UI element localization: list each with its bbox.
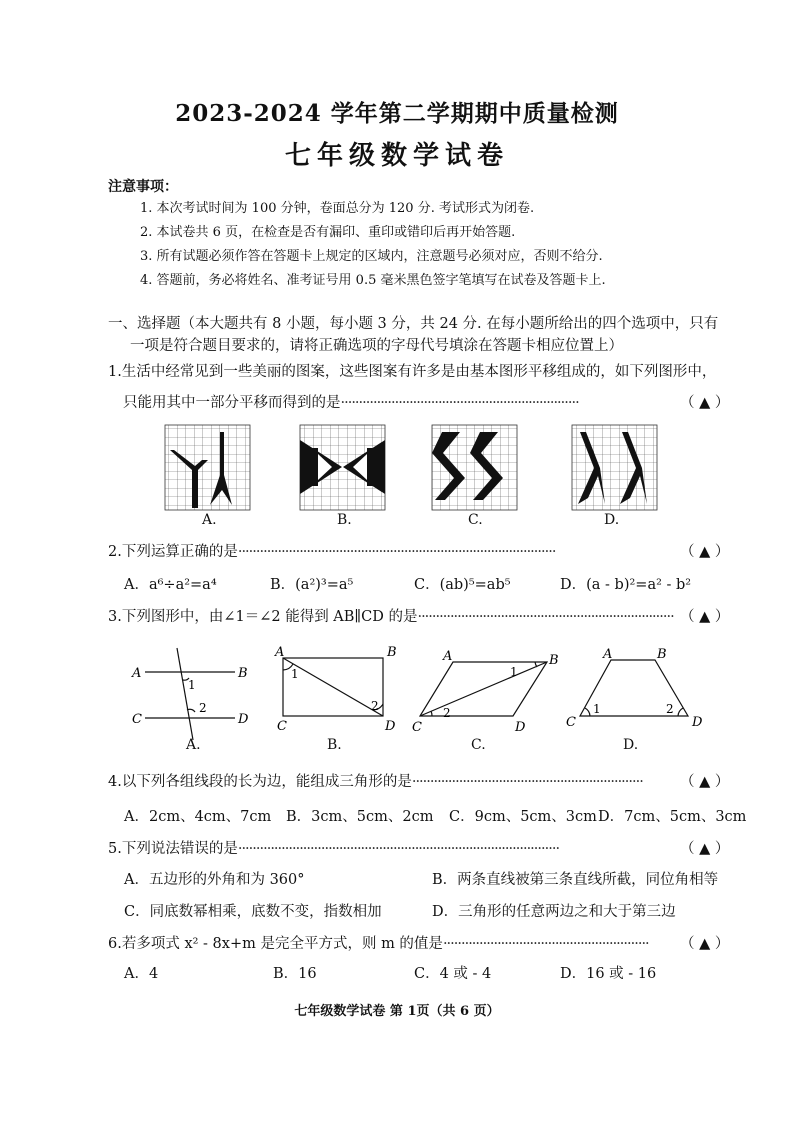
q1-figure-b	[300, 425, 385, 510]
q1-figure-a	[165, 425, 250, 510]
q3-answer-mark: （ ▲ ）	[680, 609, 730, 625]
point-c-label: C	[566, 715, 576, 730]
q2-option-c[interactable]: C．(ab)⁵=ab⁵	[414, 577, 511, 593]
q3-figures	[125, 640, 715, 740]
q4-answer-mark: （ ▲ ）	[680, 774, 730, 790]
q1-option-b[interactable]: B.	[337, 512, 352, 528]
q3-option-b[interactable]: B.	[327, 737, 342, 753]
q1-answer-mark: （ ▲ ）	[680, 395, 730, 411]
q5-option-a[interactable]: A．五边形的外角和为 360°	[124, 872, 305, 888]
page-footer: 七年级数学试卷 第 1页（共 6 页）	[294, 1004, 500, 1019]
q6-option-a[interactable]: A．4	[124, 966, 159, 982]
point-d-label: D	[692, 715, 703, 730]
q1-option-a[interactable]: A.	[202, 512, 217, 528]
leader-dots: ·························································	[442, 936, 649, 952]
q2-stem-row	[108, 540, 555, 561]
section-heading-cont: 一项是符合题目要求的，请将正确选项的字母代号填涂在答题卡相应位置上）	[130, 338, 623, 354]
leader-dots: ·······································································	[417, 609, 674, 625]
q6-option-c[interactable]: C．4 或 - 4	[414, 966, 492, 982]
q4-stem-row	[108, 770, 643, 791]
q1-figure-d	[572, 425, 657, 510]
q3-option-a[interactable]: A.	[186, 737, 201, 753]
leader-dots: ·························································································	[237, 841, 560, 857]
q6-option-b[interactable]: B．16	[273, 966, 317, 982]
q1-stem-text: 只能用其中一部分平移而得到的是	[123, 395, 341, 411]
point-d-label: D	[238, 712, 249, 727]
q3-option-d[interactable]: D.	[623, 737, 639, 753]
q6-stem-row	[108, 932, 649, 953]
q2-answer-mark: （ ▲ ）	[680, 544, 730, 560]
q5-answer-mark: （ ▲ ）	[680, 841, 730, 857]
notice-item: 3. 所有试题必须作答在答题卡上规定的区域内，注意题号必须对应，否则不给分.	[140, 249, 603, 264]
q4-option-b[interactable]: B．3cm、5cm、2cm	[286, 809, 434, 825]
point-b-label: B	[657, 647, 667, 662]
point-b-label: B	[238, 666, 248, 681]
leader-dots: ································································	[411, 774, 643, 790]
q3-stem-row	[108, 605, 674, 626]
q6-option-d[interactable]: D．16 或 - 16	[560, 966, 657, 982]
notice-heading: 注意事项：	[108, 179, 178, 195]
point-b-label: B	[549, 653, 559, 668]
q3-stem: 3.下列图形中，由∠1＝∠2 能得到 AB∥CD 的是	[108, 609, 418, 625]
q1-stem: 1.生活中经常见到一些美丽的图案，这些图案有许多是由基本图形平移组成的，如下列图形中，	[108, 364, 717, 380]
q5-stem: 5.下列说法错误的是	[108, 841, 238, 857]
q2-stem: 2.下列运算正确的是	[108, 544, 238, 560]
q3-figure-c	[420, 662, 547, 716]
q3-figure-a	[145, 648, 235, 740]
q2-option-a[interactable]: A．a⁶÷a²=a⁴	[124, 577, 217, 593]
q5-option-b[interactable]: B．两条直线被第三条直线所截，同位角相等	[432, 872, 719, 888]
q4-option-a[interactable]: A．2cm、4cm、7cm	[124, 809, 272, 825]
leader-dots: ························································································	[237, 544, 556, 560]
q2-option-d[interactable]: D．(a - b)²=a² - b²	[560, 577, 692, 593]
point-b-label: B	[387, 645, 397, 660]
angle-2-label: 2	[199, 701, 207, 715]
point-a-label: A	[603, 647, 613, 662]
exam-subtitle: 七年级数学试卷	[284, 141, 509, 171]
point-a-label: A	[443, 649, 453, 664]
exam-title: 2023-2024 学年第二学期期中质量检测	[175, 100, 619, 127]
point-a-label: A	[275, 645, 285, 660]
point-c-label: C	[412, 720, 422, 735]
notice-item: 4. 答题前，务必将姓名、准考证号用 0.5 毫米黑色签字笔填写在试卷及答题卡上.	[140, 273, 606, 288]
leader-dots: ··································································	[340, 395, 579, 411]
q1-stem-cont	[123, 391, 579, 412]
point-a-label: A	[132, 666, 142, 681]
q5-option-c[interactable]: C．同底数幂相乘，底数不变，指数相加	[124, 904, 382, 920]
q5-stem-row	[108, 837, 559, 858]
notice-item: 1. 本次考试时间为 100 分钟，卷面总分为 120 分. 考试形式为闭卷.	[140, 201, 535, 216]
q2-option-b[interactable]: B．(a²)³=a⁵	[270, 577, 354, 593]
q6-stem: 6.若多项式 x² - 8x+m 是完全平方式，则 m 的值是	[108, 936, 443, 952]
q1-option-c[interactable]: C.	[468, 512, 483, 528]
angle-2-label: 2	[666, 702, 674, 716]
q3-option-c[interactable]: C.	[471, 737, 486, 753]
point-c-label: C	[132, 712, 142, 727]
angle-2-label: 2	[371, 699, 379, 713]
q4-option-d[interactable]: D．7cm、5cm、3cm	[598, 809, 747, 825]
q1-option-d[interactable]: D.	[604, 512, 620, 528]
angle-1-label: 1	[593, 702, 601, 716]
point-d-label: D	[515, 720, 526, 735]
point-d-label: D	[385, 719, 396, 734]
point-c-label: C	[277, 719, 287, 734]
angle-1-label: 1	[188, 678, 196, 692]
angle-1-label: 1	[510, 665, 518, 679]
q4-stem: 4.以下列各组线段的长为边，能组成三角形的是	[108, 774, 412, 790]
notice-item: 2. 本试卷共 6 页，在检查是否有漏印、重印或错印后再开始答题.	[140, 225, 516, 240]
q6-answer-mark: （ ▲ ）	[680, 936, 730, 952]
q5-option-d[interactable]: D．三角形的任意两边之和大于第三边	[432, 904, 676, 920]
q1-figure-c	[432, 425, 517, 510]
q4-option-c[interactable]: C．9cm、5cm、3cm	[449, 809, 597, 825]
angle-2-label: 2	[443, 706, 451, 720]
q1-figures	[160, 420, 670, 530]
section-heading: 一、选择题（本大题共有 8 小题，每小题 3 分，共 24 分. 在每小题所给出的四个选项中，只有	[108, 316, 719, 332]
angle-1-label: 1	[291, 667, 299, 681]
